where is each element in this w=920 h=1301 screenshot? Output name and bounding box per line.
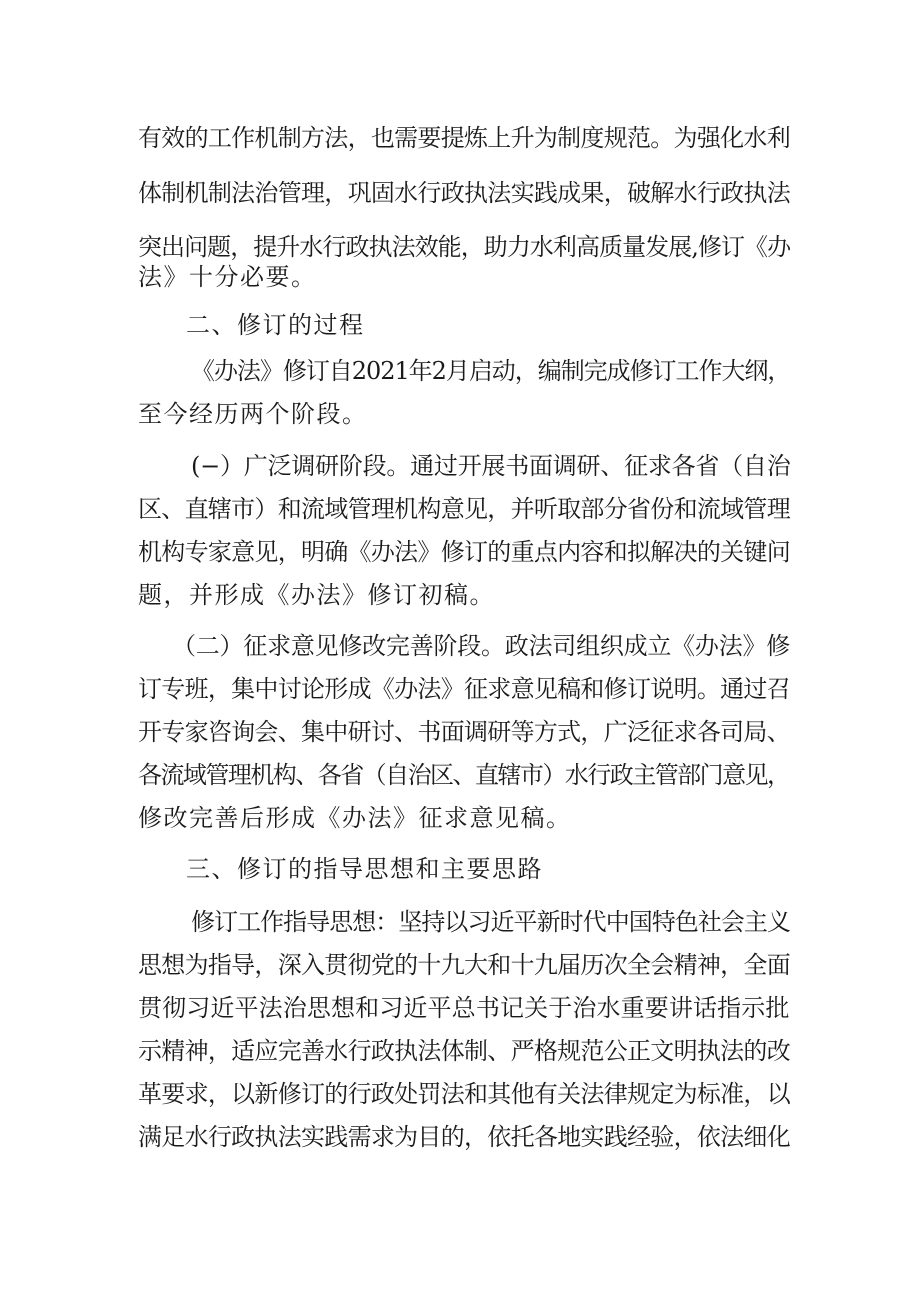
paragraph-line: 区、直辖市）和流域管理机构意见，并听取部分省份和流域管理 bbox=[138, 495, 790, 523]
paragraph-line: 有效的工作机制方法，也需要提炼上升为制度规范。为强化水利 bbox=[138, 124, 790, 152]
paragraph-line: (−）广泛调研阶段。通过开展书面调研、征求各省（自治 bbox=[191, 452, 791, 480]
paragraph-line: 突出问题，提升水行政执法效能，助力水利高质量发展,修订《办 bbox=[138, 233, 791, 261]
paragraph-line: （二）征求意见修改完善阶段。政法司组织成立《办法》修 bbox=[172, 632, 790, 660]
paragraph-line: 开专家咨询会、集中研讨、书面调研等方式，广泛征求各司局、 bbox=[138, 718, 790, 746]
section-heading: 二、修订的过程 bbox=[186, 311, 365, 339]
paragraph-line: 修订工作指导思想：坚持以习近平新时代中国特色社会主义 bbox=[191, 908, 790, 936]
paragraph-line: 各流域管理机构、各省（自治区、直辖市）水行政主管部门意见， bbox=[138, 761, 790, 789]
paragraph-line: 示精神，适应完善水行政执法体制、严格规范公正文明执法的改 bbox=[138, 1037, 790, 1065]
paragraph-line: 体制机制法治管理，巩固水行政执法实践成果，破解水行政执法 bbox=[138, 179, 790, 207]
section-heading: 三、修订的指导思想和主要思路 bbox=[186, 855, 543, 883]
paragraph-line: 订专班，集中讨论形成《办法》征求意见稿和修订说明。通过召 bbox=[138, 675, 790, 703]
paragraph-line: 革要求，以新修订的行政处罚法和其他有关法律规定为标准，以 bbox=[138, 1080, 790, 1108]
paragraph-line: 思想为指导，深入贯彻党的十九大和十九届历次全会精神，全面 bbox=[138, 951, 790, 979]
paragraph-line: 法》十分必要。 bbox=[138, 263, 317, 291]
paragraph-line: 《办法》修订自2021年2月启动，编制完成修订工作大纲， bbox=[191, 357, 791, 385]
paragraph-line: 修改完善后形成《办法》征求意见稿。 bbox=[138, 804, 572, 832]
paragraph-line: 满足水行政执法实践需求为目的，依托各地实践经验，依法细化 bbox=[138, 1123, 790, 1151]
paragraph-line: 至今经历两个阶段。 bbox=[138, 400, 368, 428]
paragraph-line: 贯彻习近平法治思想和习近平总书记关于治水重要讲话指示批 bbox=[138, 994, 790, 1022]
paragraph-line: 机构专家意见，明确《办法》修订的重点内容和拟解决的关键问 bbox=[138, 538, 790, 566]
paragraph-line: 题，并形成《办法》修订初稿。 bbox=[138, 581, 495, 609]
